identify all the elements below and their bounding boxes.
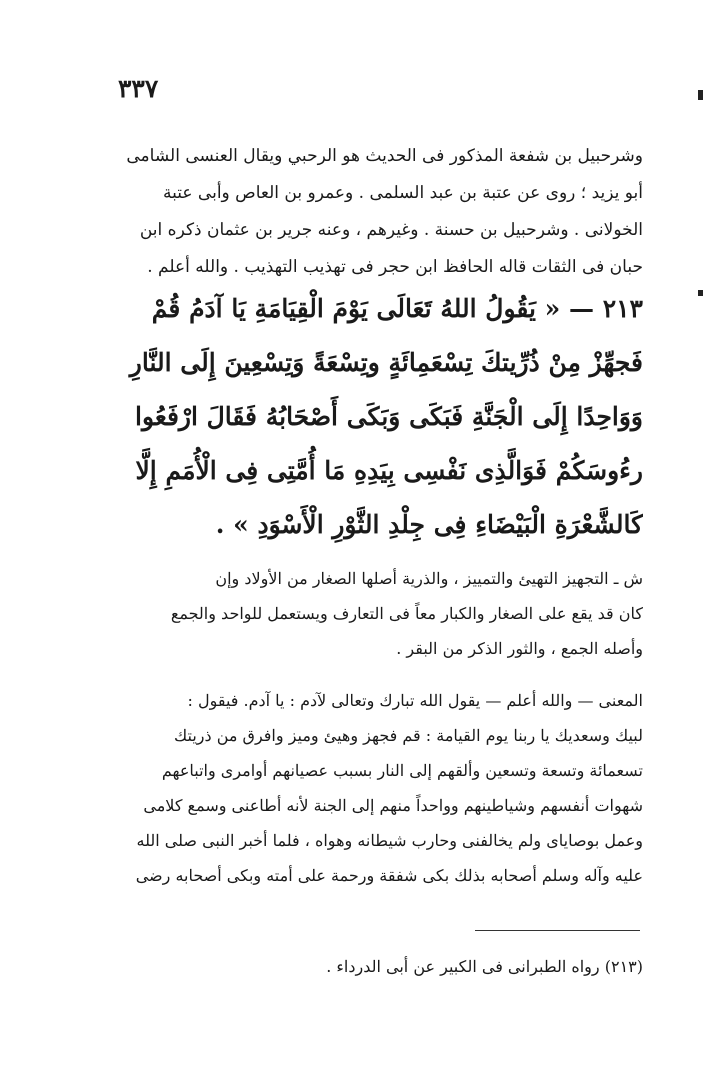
biography-paragraph bbox=[60, 138, 643, 286]
text-line: كان قد يقع على الصغار والكبار معاً فى التعارف ويستعمل للواحد والجمع bbox=[170, 604, 643, 623]
text-line: شهوات أنفسهم وشياطينهم وواحداً منهم إلى الجنة لأنه أطاعنى وسمع كلامى bbox=[143, 796, 643, 815]
text-line: تسعمائة وتسعة وتسعين وألقهم إلى النار بسبب عصيانهم أوامرى واتباعهم bbox=[161, 761, 643, 780]
text-line: ش ـ التجهيز التهيئ والتمييز ، والذرية أصلها الصغار من الأولاد وإن bbox=[215, 569, 643, 588]
hadith-line: رءُوسَكُمْ فَوَالَّذِى نَفْسِى بِيَدِهِ مَا أُمَّتِى فِى الْأُمَمِ إِلَّا bbox=[135, 456, 643, 485]
text-line: وعمل بوصاياى ولم يخالفنى وحارب شيطانه وهواه ، فلما أخبر النبى صلى الله bbox=[136, 831, 643, 850]
edge-mark-top bbox=[698, 90, 703, 100]
text-line: وشرحبيل بن شفعة المذكور فى الحديث هو الرحبي ويقال العنسى الشامى bbox=[126, 146, 643, 166]
footnote-divider bbox=[475, 930, 640, 931]
text-line: المعنى — والله أعلم — يقول الله تبارك وتعالى لآدم : يا آدم. فيقول : bbox=[187, 691, 643, 710]
edge-mark-middle bbox=[698, 290, 703, 296]
hadith-line: فَجهِّزْ مِنْ ذُرِّيتكَ تِسْعَمِائَةٍ وتِسْعَةً وَتِسْعِينَ إِلَى النَّارِ bbox=[129, 348, 643, 377]
footnote: (٢١٣) رواه الطبرانى فى الكبير عن أبى الدرداء . bbox=[326, 957, 643, 976]
text-line: أبو يزيد ؛ روى عن عتبة بن عبد السلمى . وعمرو بن العاص وأبى عتبة bbox=[163, 183, 643, 203]
text-line: وأصله الجمع ، والثور الذكر من البقر . bbox=[396, 639, 643, 658]
meaning-paragraph bbox=[60, 683, 643, 893]
explanation-paragraph bbox=[60, 561, 643, 666]
hadith-text bbox=[60, 282, 643, 552]
text-line: الخولانى . وشرحبيل بن حسنة . وغيرهم ، وعنه جرير بن عثمان ذكره ابن bbox=[139, 220, 643, 240]
text-line: حبان فى الثقات قاله الحافظ ابن حجر فى تهذيب التهذيب . والله أعلم . bbox=[147, 257, 643, 277]
hadith-line: كَالشَّعْرَةِ الْبَيْضَاءِ فِى جِلْدِ الثَّوْرِ الْأَسْوَدِ » . bbox=[215, 510, 643, 539]
hadith-line: ٢١٣ — « يَقُولُ اللهُ تَعَالَى يَوْمَ الْقِيَامَةِ يَا آدَمُ قُمْ bbox=[151, 294, 643, 323]
hadith-line: وَوَاحِدًا إِلَى الْجَنَّةِ فَبَكَى وَبَكَى أَصْحَابُهُ فَقَالَ ارْفَعُوا bbox=[135, 402, 643, 431]
page-number: ٣٣٧ bbox=[118, 74, 159, 103]
text-line: عليه وآله وسلم أصحابه بذلك بكى شفقة ورحمة على أمته وبكى أصحابه رضى bbox=[135, 866, 643, 885]
text-line: لبيك وسعديك يا ربنا يوم القيامة : قم فجهز وهيئ وميز وافرق من ذريتك bbox=[174, 726, 643, 745]
